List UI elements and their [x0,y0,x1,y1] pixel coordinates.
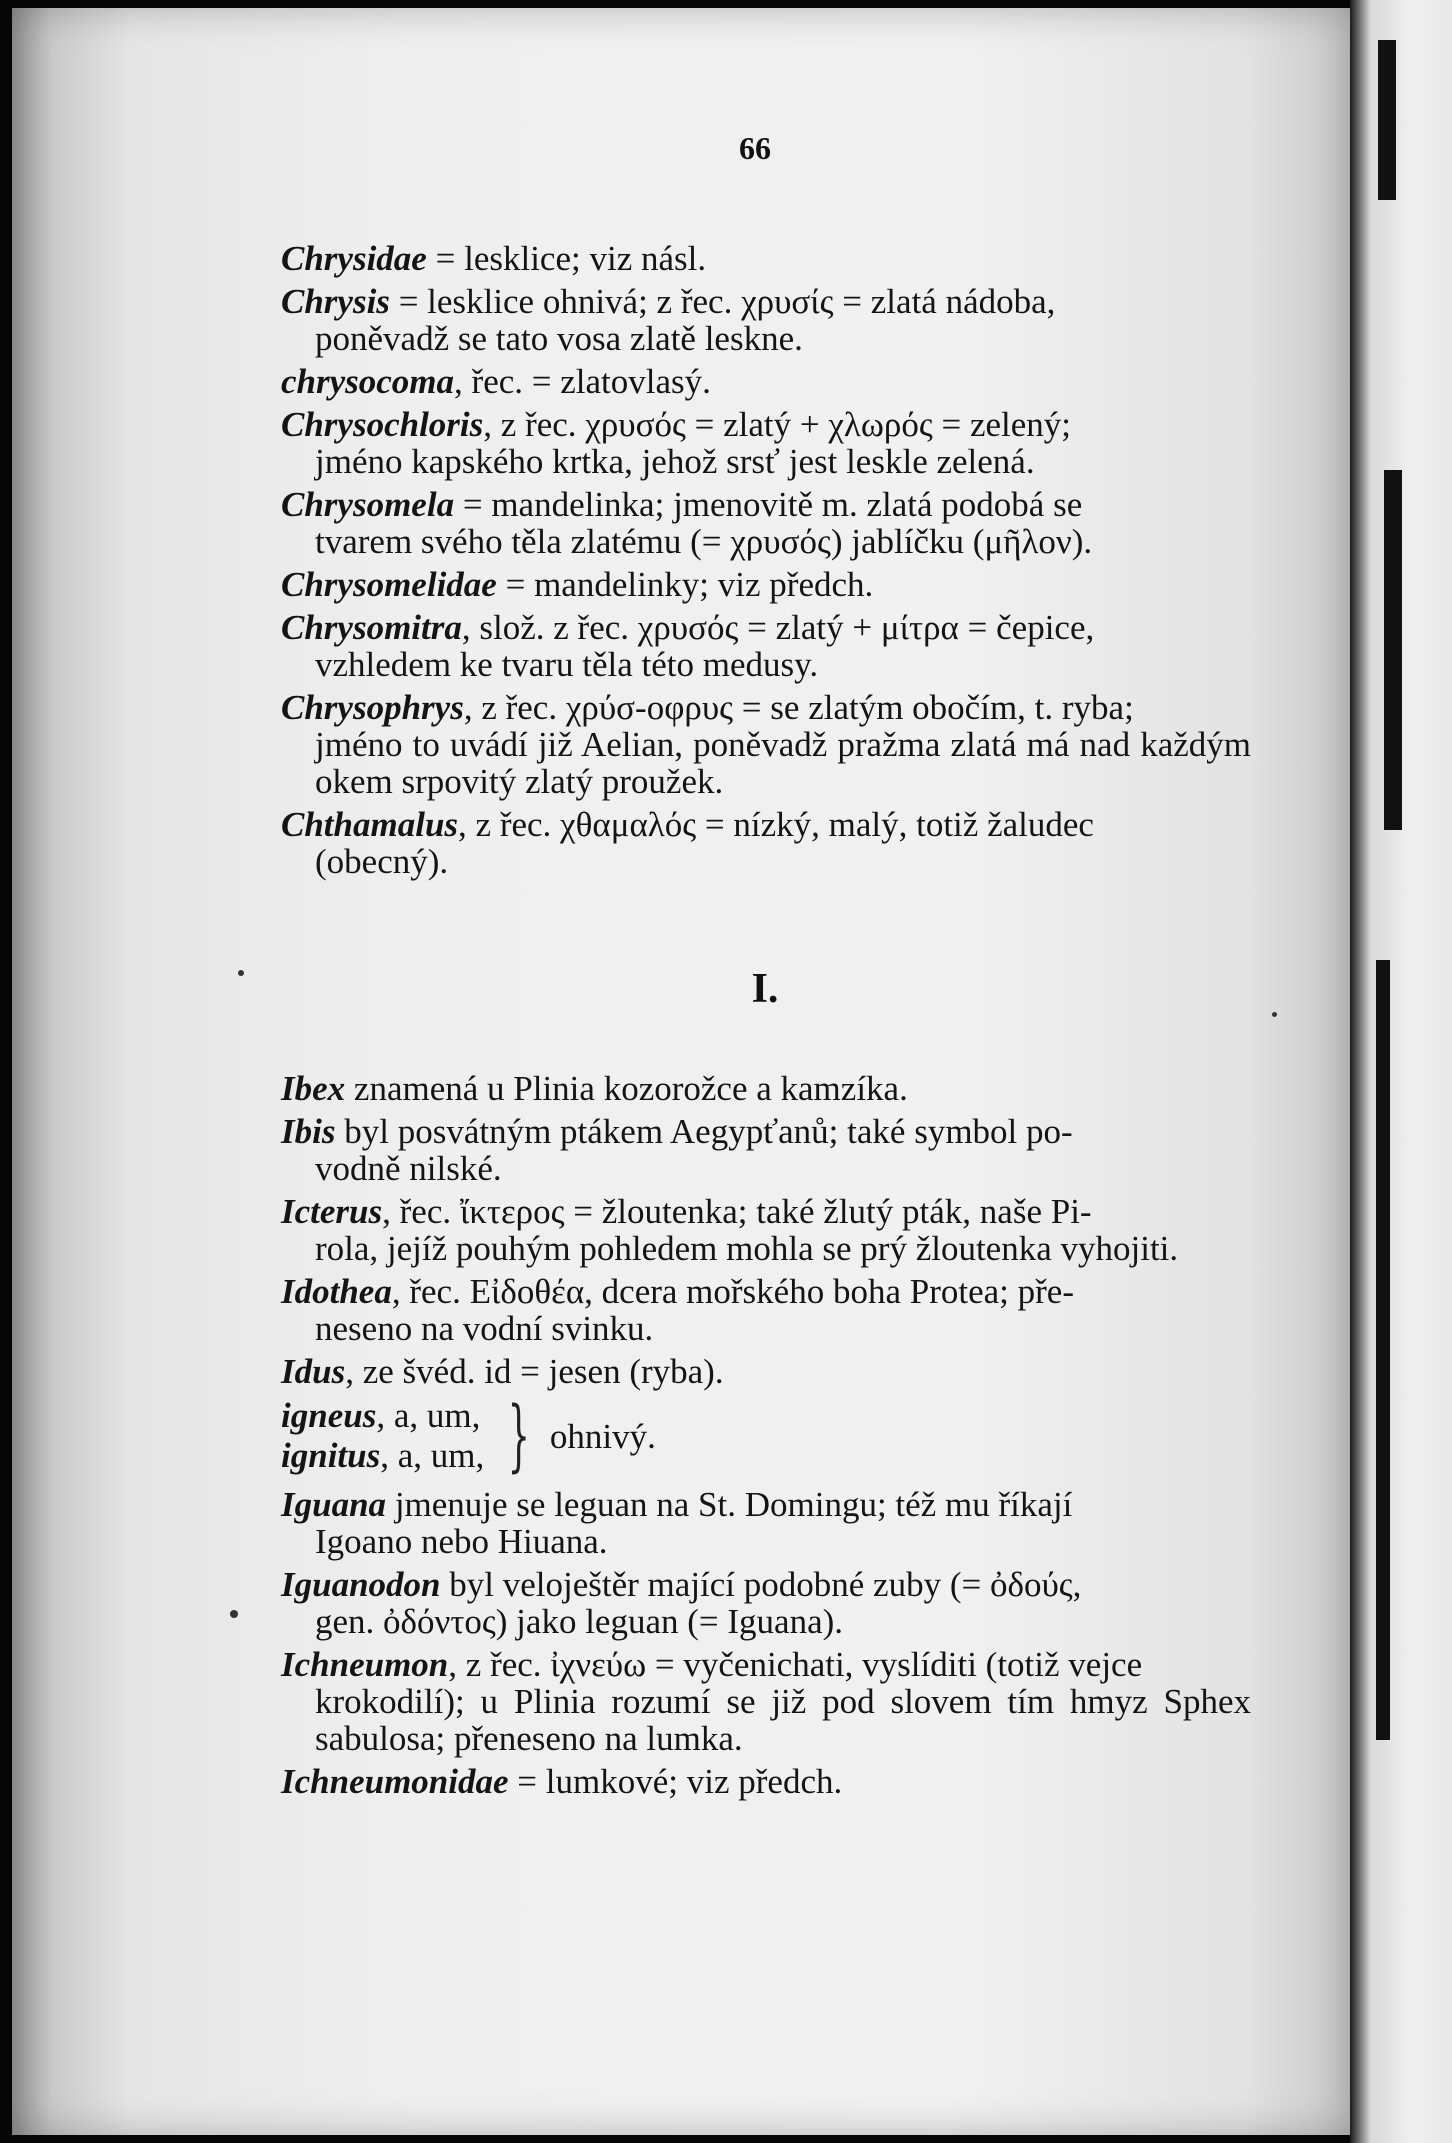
dictionary-entry [281,1113,1251,1187]
entry-continuation: jméno to uvádí již Aelian, poněvadž pražma zlatá má nad každým okem srpovitý zlatý proužek. [315,725,1251,801]
entry-text: = lumkové; viz předch. [508,1762,843,1801]
dust-speck [230,1610,238,1618]
entry-term: Icterus [281,1192,383,1231]
entry-term: ignitus [281,1436,381,1475]
entry-term: Idus [281,1352,346,1391]
dictionary-entry [281,806,1251,880]
dictionary-entry [281,363,1251,400]
entry-text: znamená u Plinia kozorožce a kamzíka. [345,1069,908,1108]
entry-text: = lesklice; viz násl. [426,239,707,278]
section-heading: I. [751,966,779,1012]
brace-meaning: ohnivý. [549,1416,656,1456]
entry-continuation: poněvadž se tato vosa zlatě leskne. [315,319,803,358]
dictionary-entry [281,240,1251,277]
page-number: 66 [739,130,771,166]
entry-continuation: Igoano nebo Hiuana. [315,1522,608,1561]
entry-term: Chrysomela [281,485,455,524]
entry-text: = mandelinka; jmenovitě m. zlatá podobá se [454,485,1083,524]
entry-continuation: vodně nilské. [315,1149,502,1188]
dictionary-entry [281,1646,1251,1757]
entry-text: , řec. Εἰδοθέα, dcera mořského boha Protea; pře- [391,1272,1074,1311]
entry-term: Chrysis [281,282,390,321]
entry-text: , ze švéd. id = jesen (ryba). [345,1352,724,1391]
brace-lines [281,1396,484,1476]
entry-text: = lesklice ohnivá; z řec. χρυσίς = zlatá nádoba, [389,282,1056,321]
entry-text: , a, um, [380,1436,485,1475]
dictionary-entry [281,1763,1251,1800]
entry-text: , z řec. ἰχνεύω = vyčenichati, vyslíditi (totiž vejce [448,1645,1143,1684]
entry-text: , z řec. χρύσ-οφρυς = se zlatým obočím, t. ryba; [463,688,1134,727]
entry-term: Iguana [281,1485,387,1524]
dictionary-entry [281,1486,1251,1560]
brace-line [281,1396,484,1436]
entry-continuation: tvarem svého těla zlatému (= χρυσός) jablíčku (μῆλον). [315,522,1093,561]
dictionary-entry [281,406,1251,480]
dictionary-entry [281,1193,1251,1267]
dictionary-entry [281,1070,1251,1107]
entry-text: jmenuje se leguan na St. Domingu; též mu říkají [386,1485,1073,1524]
entry-continuation: gen. ὀδόντος) jako leguan (= Iguana). [315,1602,844,1641]
entry-text: , z řec. χρυσός = zlatý + χλωρός = zelený; [483,405,1072,444]
dictionary-entry [281,283,1251,357]
entry-continuation: neseno na vodní svinku. [315,1309,654,1348]
entry-term: Idothea [281,1272,392,1311]
entry-term: Iguanodon [281,1565,441,1604]
entry-continuation: (obecný). [315,842,449,881]
entry-term: Chrysochloris [281,405,484,444]
brace-line [281,1436,484,1476]
entry-text: , slož. z řec. χρυσός = zlatý + μίτρα = čepice, [461,608,1095,647]
entry-term: Ibex [281,1069,346,1108]
entry-text: byl posvátným ptákem Aegypťanů; také symbol po- [335,1112,1073,1151]
adjacent-page-edge [1350,0,1452,2143]
entry-text: , a, um, [376,1396,481,1435]
entry-continuation: vzhledem ke tvaru těla této medusy. [315,645,819,684]
entry-term: Ichneumon [281,1645,449,1684]
dictionary-entry [281,609,1251,683]
dictionary-entry [281,486,1251,560]
entry-term: Ichneumonidae [281,1762,509,1801]
entry-term: Chrysomelidae [281,565,497,604]
dictionary-entry [281,1566,1251,1640]
entry-continuation: jméno kapského krtka, jehož srsť jest leskle zelená. [315,442,1035,481]
brace-entry [281,1391,1251,1481]
entry-term: igneus [281,1396,377,1435]
entry-text: = mandelinky; viz předch. [496,565,874,604]
entry-term: chrysocoma [281,362,455,401]
dictionary-entry [281,689,1251,800]
binding-shadow [1376,960,1390,1740]
entry-term: Chrysophrys [281,688,464,727]
entry-text: , z řec. χθαμαλός = nízký, malý, totiž žaludec [458,805,1094,844]
brace-glyph: } [507,1391,531,1481]
entry-term: Chrysidae [281,239,427,278]
entries-i [281,1070,1251,1806]
entry-continuation: krokodilí); u Plinia rozumí se již pod slovem tím hmyz Sphex sabulosa; přeneseno na lumka. [315,1682,1251,1758]
entry-text: , řec. = zlatovlasý. [454,362,711,401]
entry-term: Chrysomitra [281,608,462,647]
entry-text: byl veloještěr mající podobné zuby (= ὀδούς, [440,1565,1082,1604]
entry-term: Ibis [281,1112,336,1151]
binding-shadow [1384,470,1402,830]
entry-continuation: rola, jejíž pouhým pohledem mohla se prý žloutenka vyhojiti. [315,1229,1179,1268]
dictionary-entry [281,1273,1251,1347]
entry-text: , řec. ἴκτερος = žloutenka; také žlutý pták, naše Pi- [382,1192,1092,1231]
dictionary-entry [281,566,1251,603]
entries-c [281,240,1251,886]
entry-term: Chthamalus [281,805,459,844]
binding-shadow [1378,40,1396,200]
dictionary-entry [281,1353,1251,1390]
